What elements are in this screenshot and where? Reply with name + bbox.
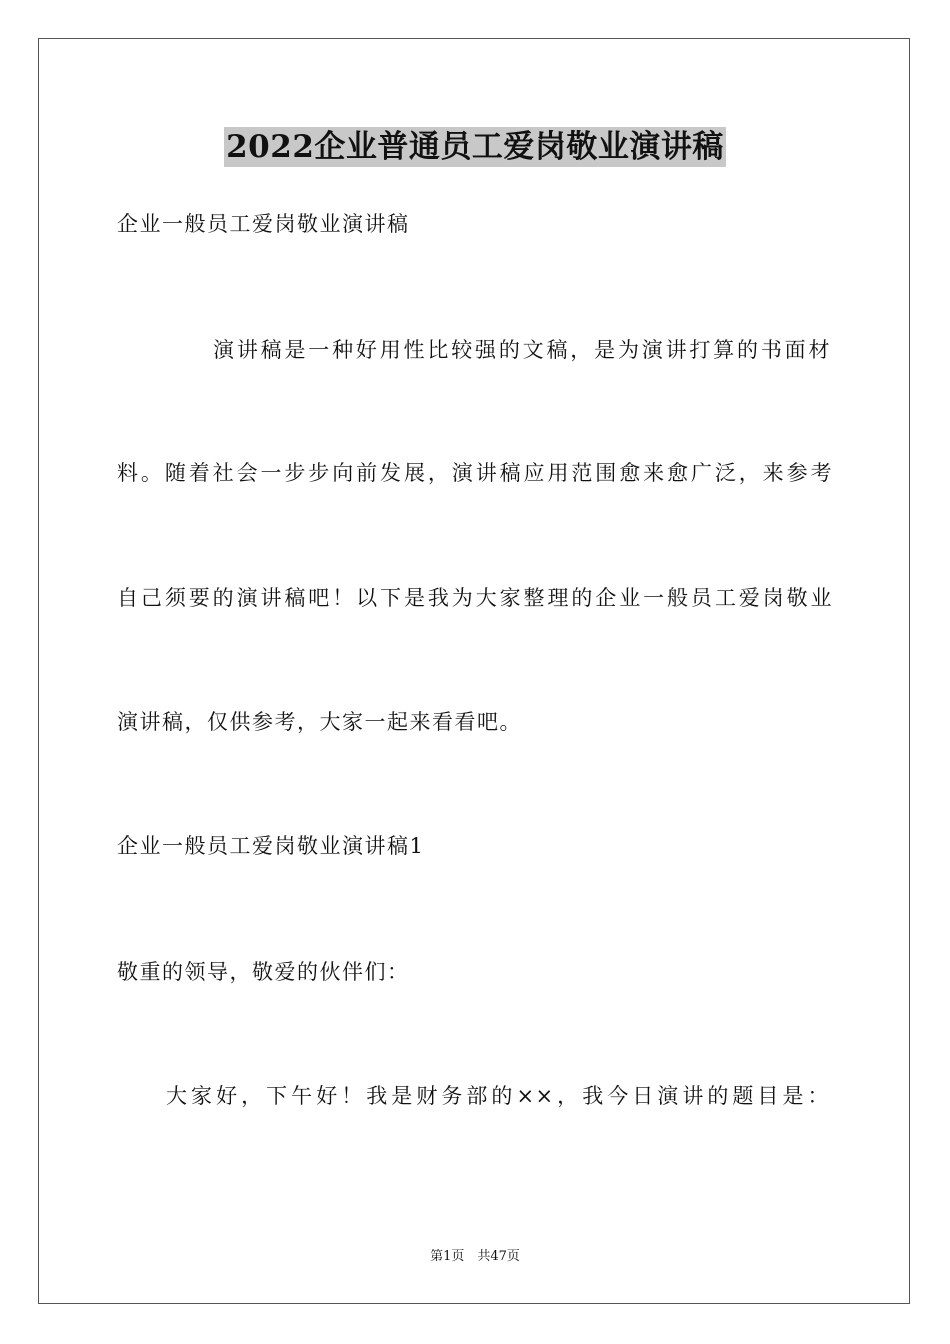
section-heading: 企业一般员工爱岗敬业演讲稿1 xyxy=(117,834,425,858)
title-container xyxy=(0,127,950,167)
paragraph-line-3: 自己须要的演讲稿吧！以下是我为大家整理的企业一般员工爱岗敬业 xyxy=(117,586,833,610)
subtitle-line: 企业一般员工爱岗敬业演讲稿 xyxy=(117,212,410,236)
salutation-line: 敬重的领导，敬爱的伙伴们： xyxy=(117,960,410,984)
document-title: 2022企业普通员工爱岗敬业演讲稿 xyxy=(226,129,724,165)
greeting-line: 大家好，下午好！我是财务部的××，我今日演讲的题目是： xyxy=(166,1084,830,1108)
page-footer: 第1页 共47页 xyxy=(430,1249,520,1264)
paragraph-line-2: 料。随着社会一步步向前发展，演讲稿应用范围愈来愈广泛，来参考 xyxy=(117,461,833,485)
paragraph-line-1: 演讲稿是一种好用性比较强的文稿，是为演讲打算的书面材 xyxy=(213,338,831,362)
paragraph-line-4: 演讲稿，仅供参考，大家一起来看看吧。 xyxy=(117,710,522,734)
